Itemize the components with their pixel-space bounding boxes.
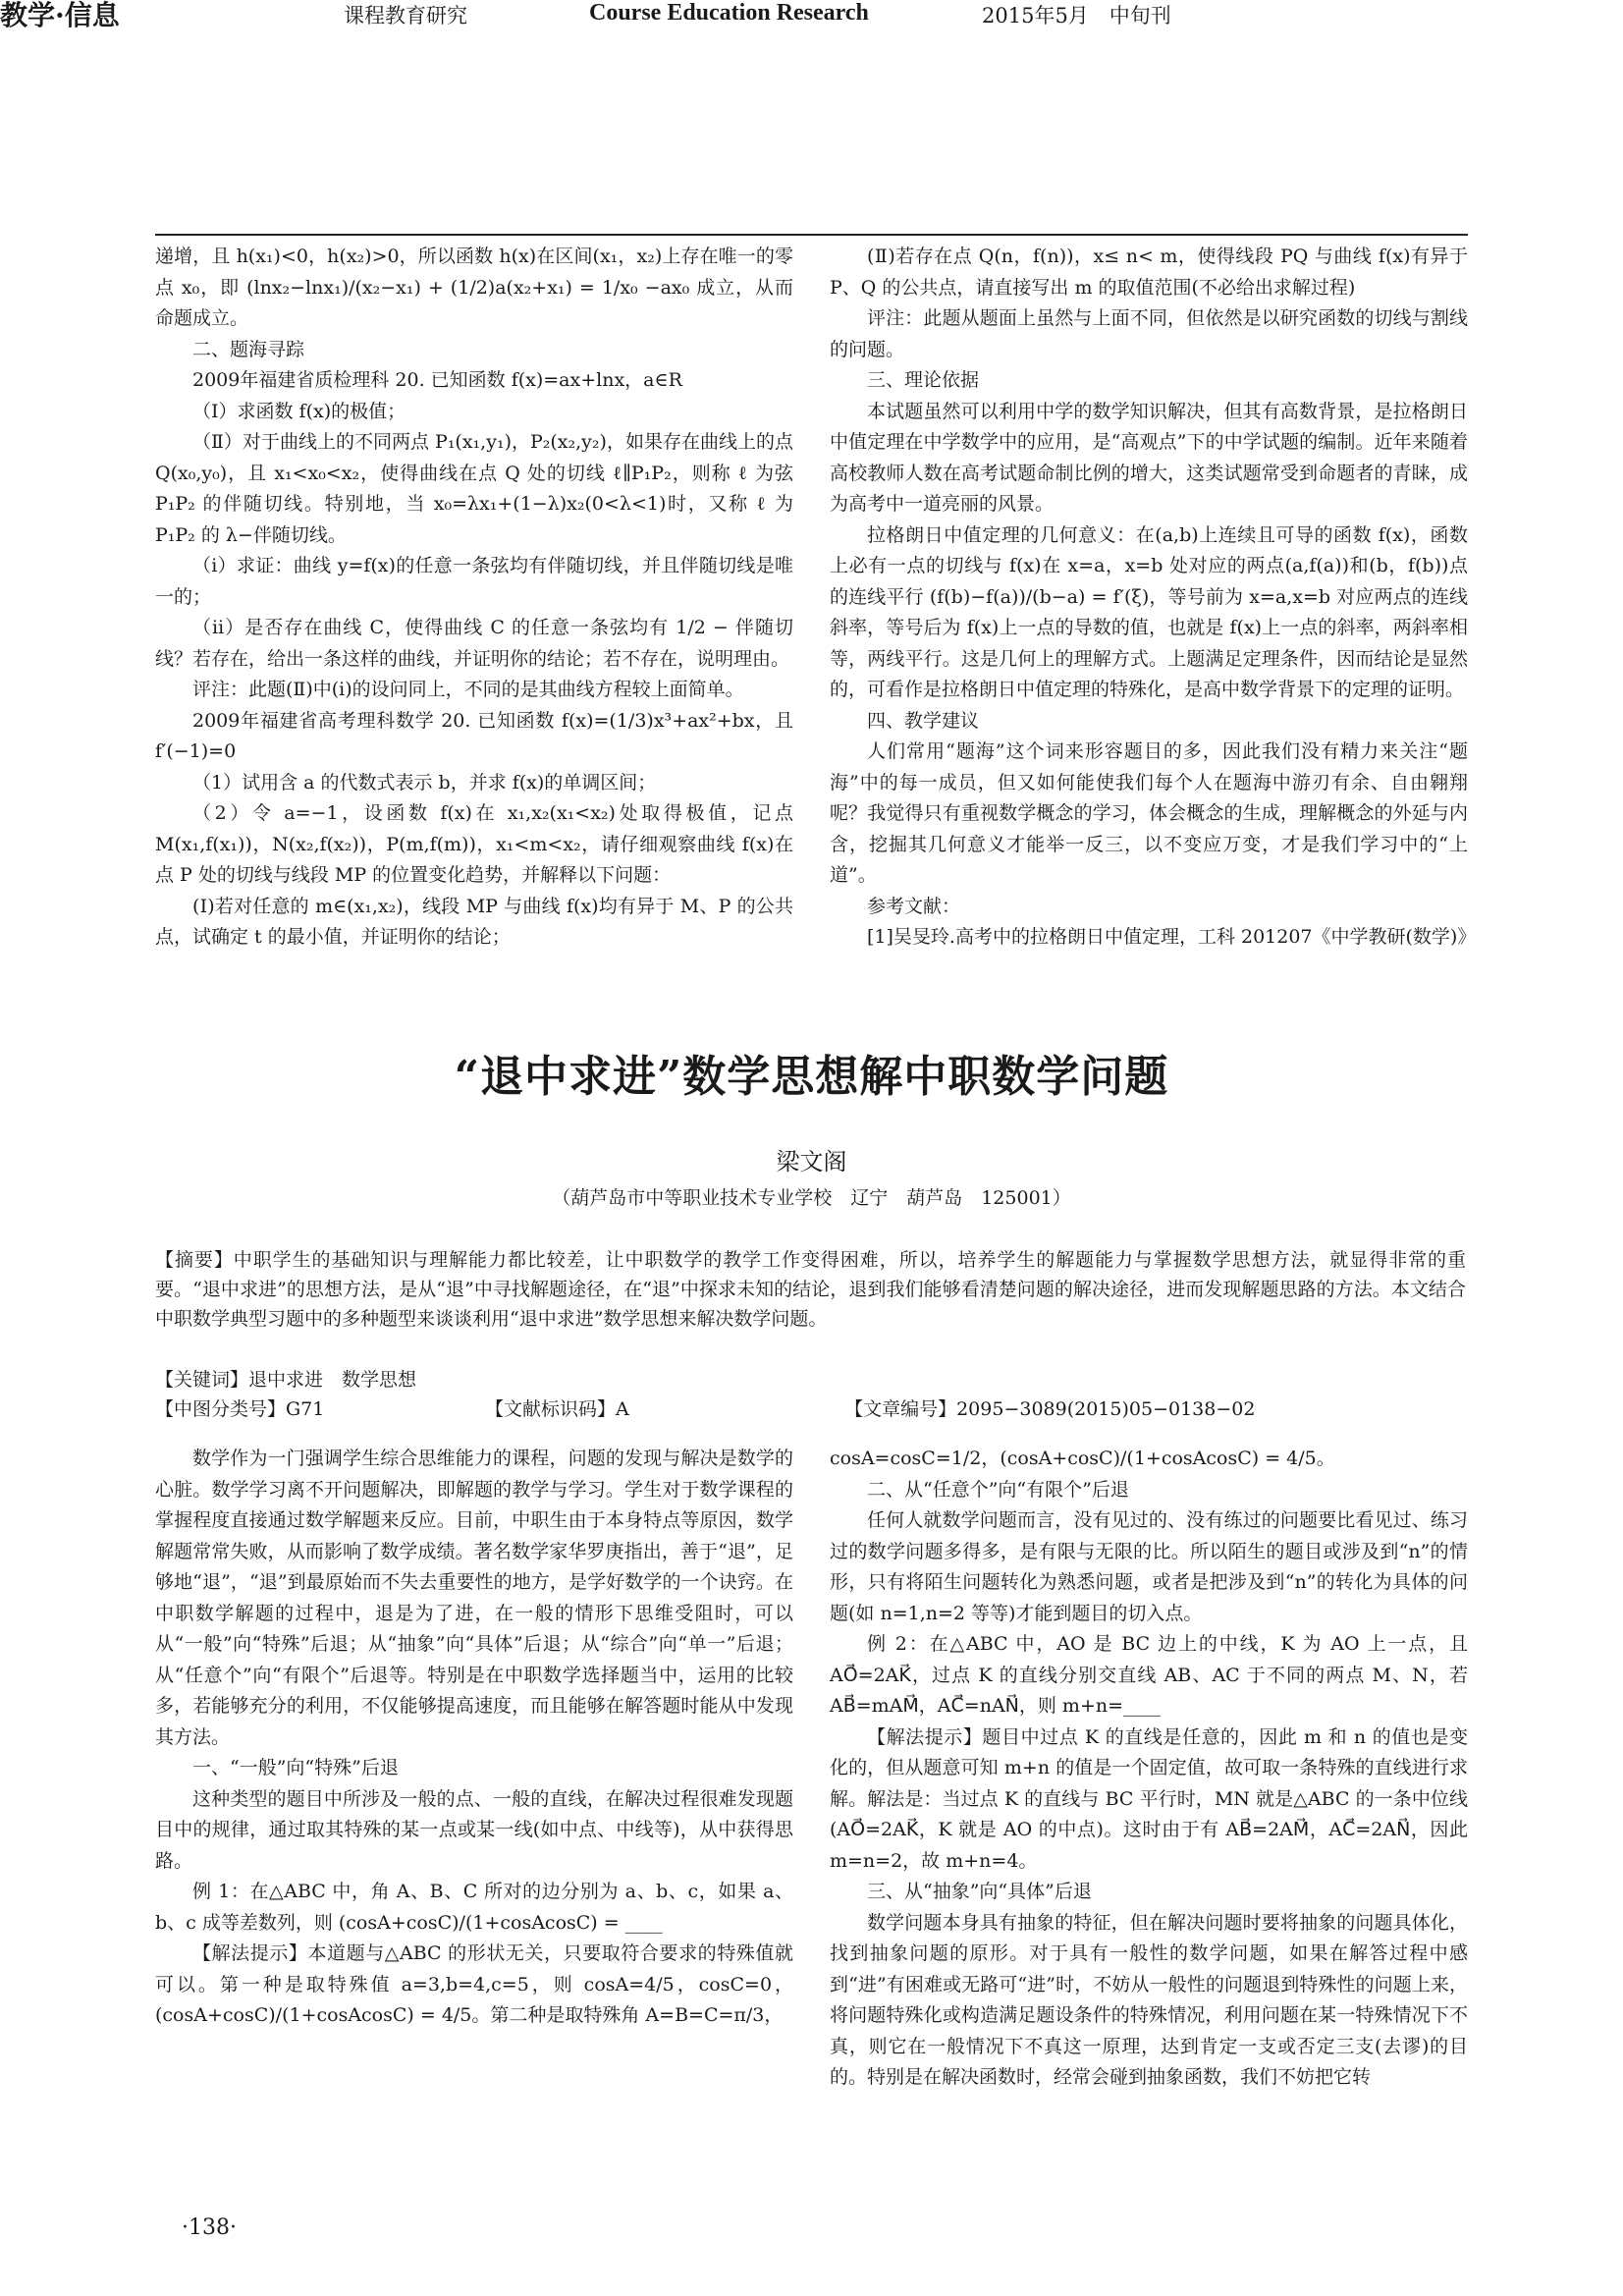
issue-date: 2015年5月 中旬刊 <box>982 4 1171 27</box>
section-heading: 四、教学建议 <box>867 709 980 732</box>
paragraph: cosA=cosC=1/2，(cosA+cosC)/(1+cosAcosC) = 4/5。 <box>830 1448 1335 1469</box>
paragraph: 这种类型的题目中所涉及一般的点、一般的直线，在解决过程很难发现题目中的规律，通过取其特殊的某一点或某一线(如中点、中线等)，从中获得思路。 <box>155 1787 793 1872</box>
journal-name: 教学·信息 <box>0 0 120 31</box>
page-number: ·138· <box>182 2215 237 2240</box>
paragraph: （ⅱ）是否存在曲线 C，使得曲线 C 的任意一条弦均有 1/2 − 伴随切线？若存在，给出一条这样的曲线，并证明你的结论；若不存在，说明理由。 <box>155 617 793 670</box>
top-left-column <box>155 242 793 954</box>
paragraph: 拉格朗日中值定理的几何意义：在(a,b)上连续且可导的函数 f(x)，函数上必有一点的切线与 f(x)在 x=a，x=b 处对应的两点(a,f(a))和(b，f(b))点的连线平行 (f(b)−f(a))/(b−a) = f′(ξ)，等号前为 x=a,x=b 对应两点的连线斜率，等号后为 f(x)上一点的导数的值，也就是 f(x)上一点的斜率，两斜率相等，两线平行。这是几何上的理解方式。上题满足定理条件，因而结论是显然的，可看作是拉格朗日中值定理的特殊化，是高中数学背景下的定理的证明。 <box>830 523 1468 700</box>
paragraph: （Ⅰ）求函数 f(x)的极值； <box>192 400 406 422</box>
paragraph: 任何人就数学问题而言，没有见过的、没有练过的问题要比看见过、练习过的数学问题多得多，是有限与无限的比。所以陌生的题目或涉及到“n”的情形，只有将陌生问题转化为熟悉问题，或者是把涉及到“n”的转化为具体的问题(如 n=1,n=2 等等)才能到题目的切入点。 <box>830 1509 1468 1624</box>
section-heading: 一、“一般”向“特殊”后退 <box>192 1757 399 1778</box>
paragraph: 2009年福建省质检理科 20. 已知函数 f(x)=ax+lnx，a∈R <box>192 369 682 391</box>
paragraph: 2009年福建省高考理科数学 20. 已知函数 f(x)=(1/3)x³+ax²+bx，且 f′(−1)=0 <box>155 709 793 762</box>
paragraph: (Ⅰ)若对任意的 m∈(x₁,x₂)，线段 MP 与曲线 f(x)均有异于 M、P 的公共点，试确定 t 的最小值，并证明你的结论； <box>155 895 793 948</box>
paragraph: （2）令 a=−1，设函数 f(x)在 x₁,x₂(x₁<x₂)处取得极值，记点 M(x₁,f(x₁))，N(x₂,f(x₂))，P(m,f(m))，x₁<m<x₂，请仔细观察曲线 f(x)在点 P 处的切线与线段 MP 的位置变化趋势，并解释以下问题： <box>155 802 793 886</box>
article-author: 梁文阁 <box>776 1148 847 1175</box>
paragraph: 例 1：在△ABC 中，角 A、B、C 所对的边分别为 a、b、c，如果 a、b、c 成等差数列，则 (cosA+cosC)/(1+cosAcosC) = ____ <box>155 1881 793 1934</box>
section-heading: 三、从“抽象”向“具体”后退 <box>867 1881 1092 1902</box>
keywords-block <box>155 1365 1466 1424</box>
section-heading: 三、理论依据 <box>867 369 980 391</box>
paragraph: 评注：此题从题面上虽然与上面不同，但依然是以研究函数的切线与割线的问题。 <box>830 307 1468 360</box>
article-number: 【文章编号】2095−3089(2015)05−0138−02 <box>844 1398 1256 1420</box>
section-heading: 二、题海寻踪 <box>192 338 305 360</box>
paragraph: （ⅰ）求证：曲线 y=f(x)的任意一条弦均有伴随切线，并且伴随切线是唯一的； <box>155 555 793 608</box>
abstract-text: 【摘要】中职学生的基础知识与理解能力都比较差，让中职数学的教学工作变得困难，所以，培养学生的解题能力与掌握数学思想方法，就显得非常的重要。“退中求进”的思想方法，是从“退”中寻找解题途径，在“退”中探求未知的结论，退到我们能够看清楚问题的解决途径，进而发现解题思路的方法。本文结合中职数学典型习题中的多种题型来谈谈利用“退中求进”数学思想来解决数学问题。 <box>155 1249 1466 1330</box>
references-heading: 参考文献： <box>867 895 961 917</box>
paragraph: 【解法提示】本道题与△ABC 的形状无关，只要取符合要求的特殊值就可以。第一种是取特殊值 a=3,b=4,c=5，则 cosA=4/5，cosC=0，(cosA+cosC)/(1+cosAcosC) = 4/5。第二种是取特殊角 A=B=C=π/3， <box>155 1942 793 2026</box>
keywords: 【关键词】退中求进 数学思想 <box>155 1369 417 1391</box>
bottom-left-column <box>155 1444 793 2032</box>
paragraph: 本试题虽然可以利用中学的数学知识解决，但其有高数背景，是拉格朗日中值定理在中学数学中的应用，是“高观点”下的中学试题的编制。近年来随着高校教师人数在高考试题命制比例的增大，这类试题常受到命题者的青睐，成为高考中一道亮丽的风景。 <box>830 400 1468 515</box>
paragraph: 数学作为一门强调学生综合思维能力的课程，问题的发现与解决是数学的心脏。数学学习离不开问题解决，即解题的教学与学习。学生对于数学课程的掌握程度直接通过数学解题来反应。目前，中职生由于本身特点等原因，数学解题常常失败，从而影响了数学成绩。著名数学家华罗庚指出，善于“退”，足够地“退”，“退”到最原始而不失去重要性的地方，是学好数学的一个诀窍。在中职数学解题的过程中，退是为了进，在一般的情形下思维受阻时，可以从“一般”向“特殊”后退；从“抽象”向“具体”后退；从“综合”向“单一”后退；从“任意个”向“有限个”后退等。特别是在中职数学选择题当中，运用的比较多，若能够充分的利用，不仅能够提高速度，而且能够在解答题时能从中发现其方法。 <box>155 1448 793 1748</box>
paragraph: （Ⅱ）对于曲线上的不同两点 P₁(x₁,y₁)，P₂(x₂,y₂)，如果存在曲线上的点 Q(x₀,y₀)，且 x₁<x₀<x₂，使得曲线在点 Q 处的切线 ℓ∥P₁P₂，则称 ℓ 为弦 P₁P₂ 的伴随切线。特别地，当 x₀=λx₁+(1−λ)x₂(0<λ<1)时，又称 ℓ 为 P₁P₂ 的 λ−伴随切线。 <box>155 431 793 546</box>
article-title: “退中求进”数学思想解中职数学问题 <box>454 1052 1169 1102</box>
section-heading: 二、从“任意个”向“有限个”后退 <box>867 1478 1129 1501</box>
author-affiliation: （葫芦岛市中等职业技术专业学校 辽宁 葫芦岛 125001） <box>552 1187 1071 1209</box>
paragraph: 数学问题本身具有抽象的特征，但在解决问题时要将抽象的问题具体化，找到抽象问题的原形。对于具有一般性的数学问题，如果在解答过程中感到“进”有困难或无路可“进”时，不妨从一般性的问题退到特殊性的问题上来，将问题特殊化或构造满足题设条件的特殊情况，利用问题在某一特殊情况下不真，则它在一般情况下不真这一原理，达到肯定一支或否定三支(去谬)的目的。特别是在解决函数时，经常会碰到抽象函数，我们不妨把它转 <box>830 1911 1468 2088</box>
paragraph: 人们常用“题海”这个词来形容题目的多，因此我们没有精力来关注“题海”中的每一成员，但又如何能使我们每个人在题海中游刃有余、自由翱翔呢？我觉得只有重视数学概念的学习，体会概念的生成，理解概念的外延与内含，挖掘其几何意义才能举一反三，以不变应万变，才是我们学习中的“上道”。 <box>830 740 1468 886</box>
paragraph: 评注：此题(Ⅱ)中(ⅰ)的设问同上，不同的是其曲线方程较上面简单。 <box>192 679 744 700</box>
document-code: 【文献标识码】A <box>485 1398 629 1420</box>
header-rule <box>155 234 1468 236</box>
reference-item: [1]吴旻玲.高考中的拉格朗日中值定理，工科 201207《中学教研(数学)》 <box>867 926 1477 948</box>
paragraph: (Ⅱ)若存在点 Q(n，f(n))，x≤ n< m，使得线段 PQ 与曲线 f(x)有异于 P、Q 的公共点，请直接写出 m 的取值范围(不必给出求解过程) <box>830 246 1468 299</box>
paragraph: （1）试用含 a 的代数式表示 b，并求 f(x)的单调区间； <box>192 771 657 793</box>
top-right-column <box>830 242 1477 954</box>
abstract <box>155 1245 1466 1334</box>
paragraph: 【解法提示】题目中过点 K 的直线是任意的，因此 m 和 n 的值也是变化的，但从题意可知 m+n 的值是一个固定值，故可取一条特殊的直线进行求解。解法是：当过点 K 的直线与 BC 平行时，MN 就是△ABC 的一条中位线(AO⃗=2AK⃗，K 就是 AO 的中点)。这时由于有 AB⃗=2AM⃗，AC⃗=2AN⃗，因此 m=n=2，故 m+n=4。 <box>830 1725 1468 1872</box>
running-header <box>0 0 1623 39</box>
bottom-right-column <box>830 1444 1468 2094</box>
paragraph: 例 2：在△ABC 中，AO 是 BC 边上的中线，K 为 AO 上一点，且 AO⃗=2AK⃗，过点 K 的直线分别交直线 AB、AC 于不同的两点 M、N，若 AB⃗=mAM⃗，AC⃗=nAN⃗，则 m+n=____ <box>830 1633 1468 1717</box>
section-name: 课程教育研究 <box>344 4 467 27</box>
clc-number: 【中图分类号】G71 <box>155 1398 325 1420</box>
paragraph: 递增，且 h(x₁)<0，h(x₂)>0，所以函数 h(x)在区间(x₁，x₂)上存在唯一的零点 x₀，即 (lnx₂−lnx₁)/(x₂−x₁) + (1/2)a(x₂+x₁) = 1/x₀ −ax₀ 成立，从而命题成立。 <box>155 246 793 329</box>
journal-name-en: Course Education Research <box>589 0 869 26</box>
